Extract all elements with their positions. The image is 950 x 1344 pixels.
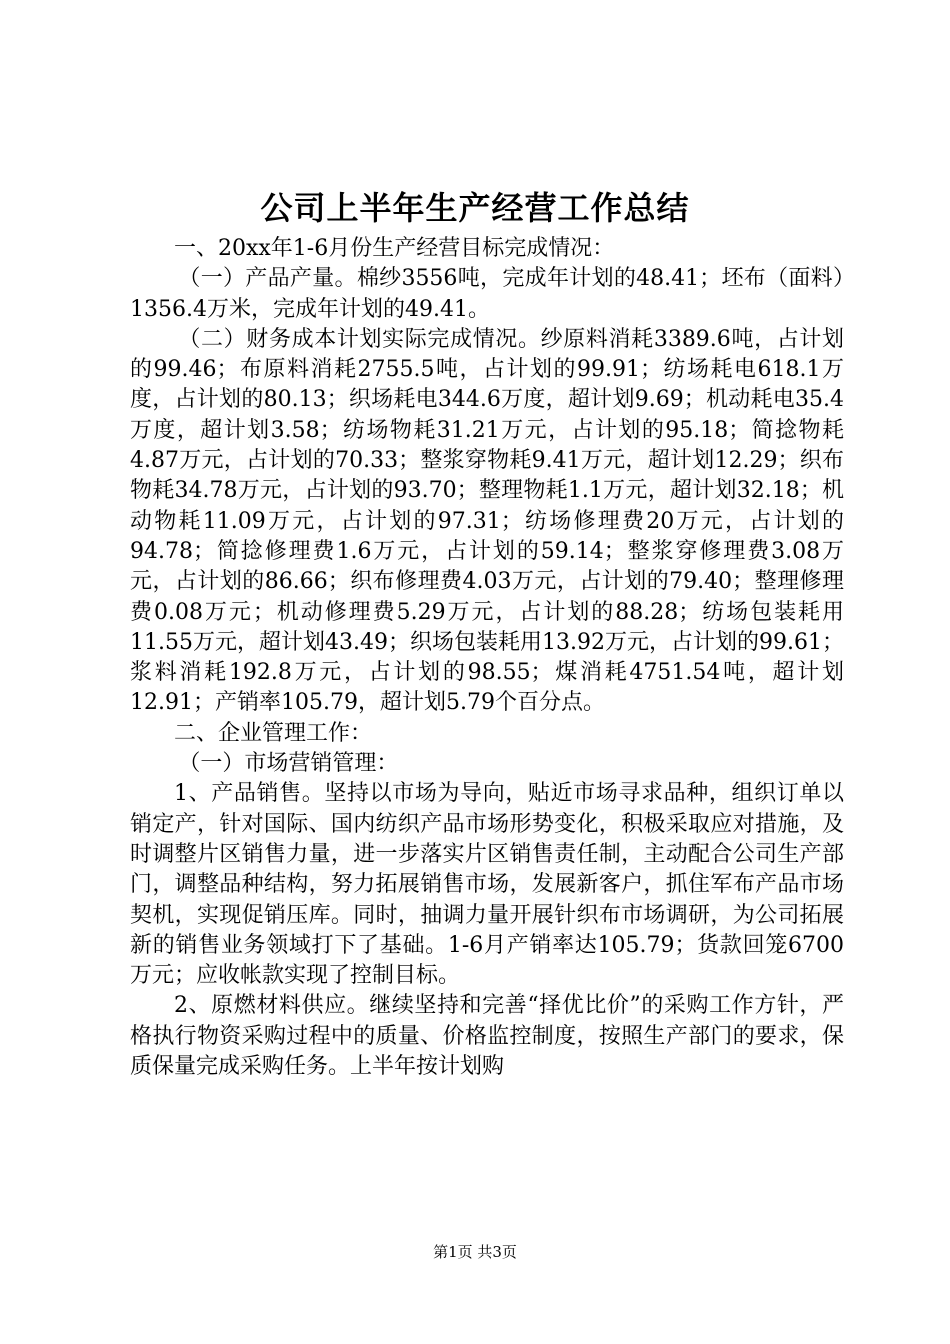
paragraph-product-sales: 1、产品销售。坚持以市场为导向，贴近市场寻求品种，组织订单以销定产，针对国际、国内纺织产品市场形势变化，积极采取应对措施，及时调整片区销售力量，进一步落实片区销售责任制，主动配合公司生产部门，调整品种结构，努力拓展销售市场，发展新客户，抓住军布产品市场契机，实现促销压库。同时，抽调力量开展针织布市场调研，为公司拓展新的销售业务领域打下了基础。1-6月产销率达105.79；货款回笼6700万元；应收帐款实现了控制目标。 xyxy=(130,781,844,989)
page-number-footer: 第1页 共3页 xyxy=(433,1243,517,1261)
paragraph-cost-plan: （二）财务成本计划实际完成情况。纱原料消耗3389.6吨，占计划的99.46；布原料消耗2755.5吨，占计划的99.91；纺场耗电618.1万度，占计划的80.13；织场耗电344.6万度，超计划9.69；机动耗电35.4万度，超计划3.58；纺场物耗31.21万元，占计划的95.18；简捻物耗4.87万元，占计划的70.33；整浆穿物耗9.41万元，超计划12.29；织布物耗34.78万元，占计划的93.70；整理物耗1.1万元，超计划32.18；机动物耗11.09万元，占计划的97.31；纺场修理费20万元，占计划的94.78；简捻修理费1.6万元，占计划的59.14；整浆穿修理费3.08万元，占计划的86.66；织布修理费4.03万元，占计划的79.40；整理修理费0.08万元；机动修理费5.29万元，占计划的88.28；纺场包装耗用11.55万元，超计划43.49；织场包装耗用13.92万元，占计划的99.61；浆料消耗192.8万元，占计划的98.55；煤消耗4751.54吨，超计划12.91；产销率105.79，超计划5.79个百分点。 xyxy=(130,326,844,716)
subsection-heading-marketing: （一）市场营销管理： xyxy=(178,751,399,777)
section-heading-2: 二、企业管理工作： xyxy=(174,720,373,746)
paragraph-product-output: （一）产品产量。棉纱3556吨，完成年计划的48.41；坯布（面料）1356.4万米，完成年计划的49.41。 xyxy=(130,266,844,322)
document-title: 公司上半年生产经营工作总结 xyxy=(260,189,690,227)
paragraph-material-supply: 2、原燃材料供应。继续坚持和完善“择优比价”的采购工作方针，严格执行物资采购过程中的质量、价格监控制度，按照生产部门的要求，保质保量完成采购任务。上半年按计划购 xyxy=(130,993,844,1080)
document-body xyxy=(130,234,844,1082)
section-heading-1: 一、20xx年1-6月份生产经营目标完成情况： xyxy=(174,236,615,261)
